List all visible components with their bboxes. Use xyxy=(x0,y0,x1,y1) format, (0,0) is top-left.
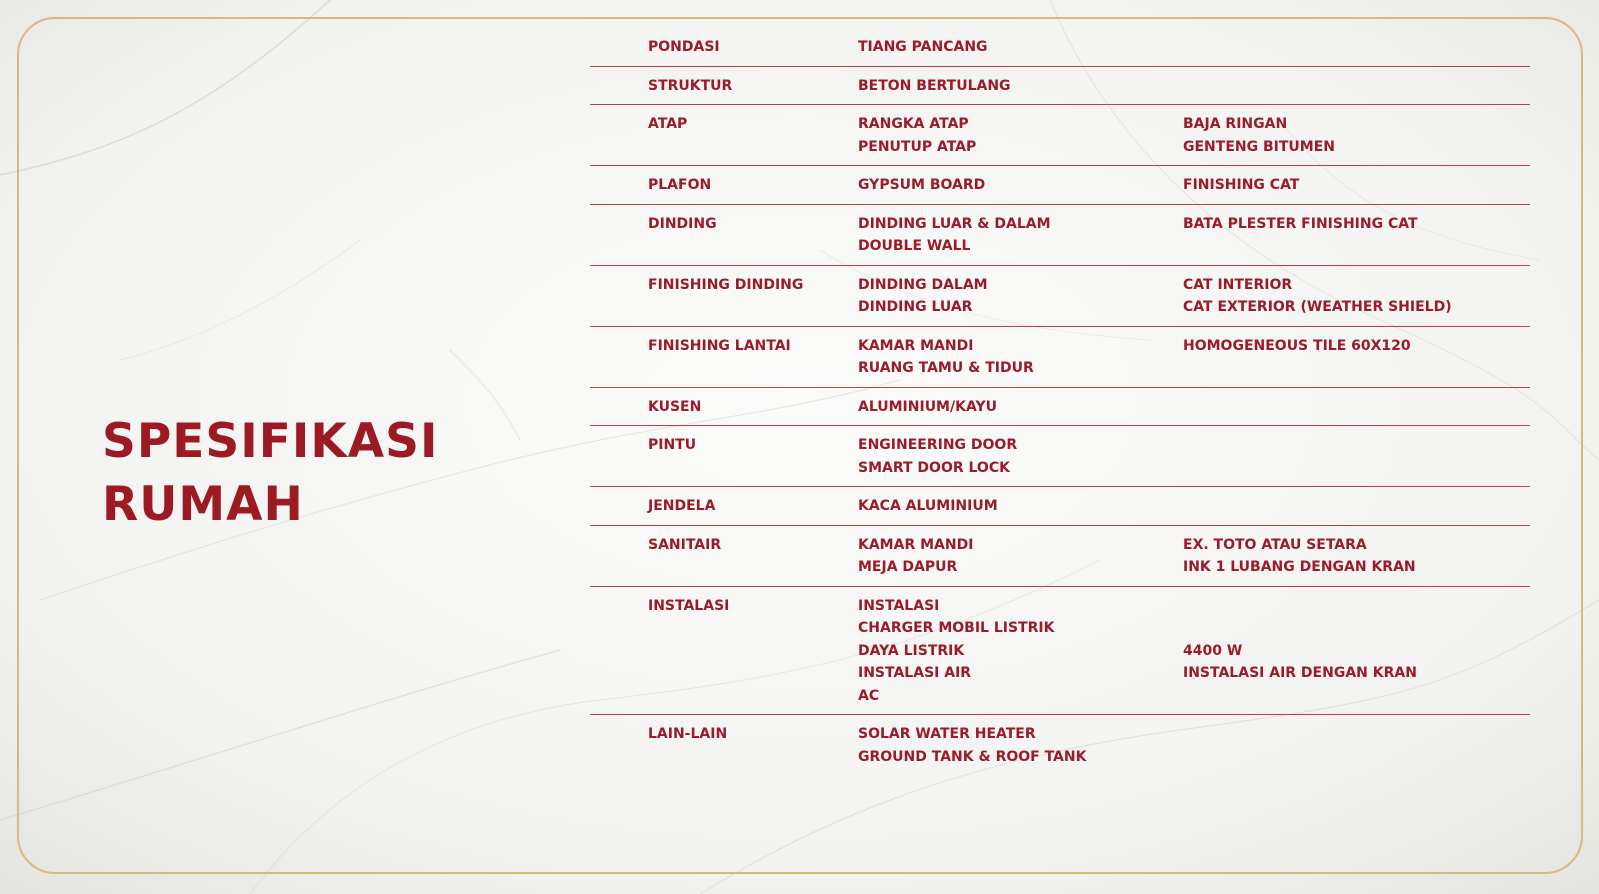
spec-category: PLAFON xyxy=(648,177,712,193)
spec-category-cell xyxy=(590,213,858,258)
spec-items-cell xyxy=(858,174,1183,197)
spec-category-cell xyxy=(590,113,858,158)
title-line-2: RUMAH xyxy=(102,477,304,532)
spec-row xyxy=(590,205,1530,266)
spec-item: ENGINEERING DOOR xyxy=(858,437,1018,453)
spec-values-cell xyxy=(1183,113,1530,158)
spec-category-cell xyxy=(590,274,858,319)
spec-values-cell xyxy=(1183,723,1530,768)
spec-value: HOMOGENEOUS TILE 60X120 xyxy=(1183,337,1411,354)
spec-category-cell xyxy=(590,174,858,197)
spec-values-cell xyxy=(1183,213,1530,258)
spec-value: BATA PLESTER FINISHING CAT xyxy=(1183,215,1418,232)
spec-value: CAT INTERIOR xyxy=(1183,276,1293,293)
spec-item: INSTALASI xyxy=(858,597,940,614)
spec-item: INSTALASI AIR xyxy=(858,665,972,681)
spec-item: DAYA LISTRIK xyxy=(858,642,965,659)
spec-item: KAMAR MANDI xyxy=(858,536,974,553)
spec-category: LAIN-LAIN xyxy=(648,726,728,742)
spec-values-cell xyxy=(1183,534,1530,579)
spec-item: SOLAR WATER HEATER xyxy=(858,726,1036,742)
spec-category-cell xyxy=(590,75,858,98)
spec-row xyxy=(590,327,1530,388)
spec-values-cell xyxy=(1183,595,1530,708)
spec-row xyxy=(590,105,1530,166)
spec-item: CHARGER MOBIL LISTRIK xyxy=(858,620,1055,636)
spec-item: TIANG PANCANG xyxy=(858,39,988,55)
spec-items-cell xyxy=(858,36,1183,59)
spec-value: FINISHING CAT xyxy=(1183,177,1300,193)
spec-item: KAMAR MANDI xyxy=(858,337,974,354)
spec-category: PINTU xyxy=(648,437,697,453)
spec-category: JENDELA xyxy=(648,498,716,514)
spec-values-cell xyxy=(1183,75,1530,98)
spec-value: EX. TOTO ATAU SETARA xyxy=(1183,536,1367,553)
spec-category-cell xyxy=(590,534,858,579)
spec-item: SMART DOOR LOCK xyxy=(858,459,1010,476)
spec-row xyxy=(590,28,1530,67)
spec-values-cell xyxy=(1183,335,1530,380)
spec-items-cell xyxy=(858,396,1183,419)
spec-item: MEJA DAPUR xyxy=(858,559,958,575)
spec-category-cell xyxy=(590,335,858,380)
spec-category: DINDING xyxy=(648,215,717,232)
spec-items-cell xyxy=(858,213,1183,258)
spec-row xyxy=(590,526,1530,587)
spec-category: FINISHING DINDING xyxy=(648,276,804,293)
spec-row xyxy=(590,426,1530,487)
spec-item: DINDING DALAM xyxy=(858,276,988,293)
spec-value: 4400 W xyxy=(1183,642,1243,659)
spec-row xyxy=(590,166,1530,205)
spec-values-cell xyxy=(1183,274,1530,319)
spec-row xyxy=(590,715,1530,775)
spec-category: STRUKTUR xyxy=(648,77,733,94)
spec-item: KACA ALUMINIUM xyxy=(858,498,998,514)
spec-item: ALUMINIUM/KAYU xyxy=(858,398,997,415)
spec-values-cell xyxy=(1183,495,1530,518)
spec-category: INSTALASI xyxy=(648,597,730,614)
spec-category-cell xyxy=(590,495,858,518)
spec-value: INK 1 LUBANG DENGAN KRAN xyxy=(1183,559,1416,575)
spec-item: DINDING LUAR & DALAM xyxy=(858,215,1051,232)
spec-value: GENTENG BITUMEN xyxy=(1183,138,1335,155)
spec-row xyxy=(590,487,1530,526)
spec-items-cell xyxy=(858,434,1183,479)
spec-item: AC xyxy=(858,687,880,704)
spec-item: DINDING LUAR xyxy=(858,299,973,315)
spec-category: KUSEN xyxy=(648,398,702,415)
spec-values-cell xyxy=(1183,434,1530,479)
spec-item: DOUBLE WALL xyxy=(858,238,971,254)
spec-category: PONDASI xyxy=(648,39,720,55)
spec-items-cell xyxy=(858,595,1183,708)
spec-category-cell xyxy=(590,36,858,59)
spec-items-cell xyxy=(858,274,1183,319)
spec-values-cell xyxy=(1183,396,1530,419)
spec-items-cell xyxy=(858,723,1183,768)
spec-category-cell xyxy=(590,396,858,419)
spec-table xyxy=(590,28,1530,775)
title-line-1: SPESIFIKASI xyxy=(102,414,439,469)
spec-row xyxy=(590,587,1530,716)
spec-item: RUANG TAMU & TIDUR xyxy=(858,360,1034,376)
page-title xyxy=(102,410,438,536)
spec-item: BETON BERTULANG xyxy=(858,77,1011,94)
spec-value xyxy=(1183,595,1530,618)
spec-values-cell xyxy=(1183,174,1530,197)
spec-category-cell xyxy=(590,434,858,479)
spec-items-cell xyxy=(858,113,1183,158)
spec-row xyxy=(590,266,1530,327)
spec-items-cell xyxy=(858,534,1183,579)
spec-value: CAT EXTERIOR (WEATHER SHIELD) xyxy=(1183,299,1452,315)
spec-values-cell xyxy=(1183,36,1530,59)
spec-items-cell xyxy=(858,335,1183,380)
spec-items-cell xyxy=(858,75,1183,98)
spec-item: GYPSUM BOARD xyxy=(858,177,986,193)
spec-category-cell xyxy=(590,723,858,768)
spec-value: INSTALASI AIR DENGAN KRAN xyxy=(1183,665,1417,681)
spec-item: GROUND TANK & ROOF TANK xyxy=(858,748,1087,765)
spec-item: PENUTUP ATAP xyxy=(858,138,977,155)
spec-category-cell xyxy=(590,595,858,708)
spec-row xyxy=(590,67,1530,106)
spec-category: ATAP xyxy=(648,116,688,132)
spec-value: BAJA RINGAN xyxy=(1183,116,1288,132)
spec-item: RANGKA ATAP xyxy=(858,116,969,132)
spec-row xyxy=(590,388,1530,427)
spec-category: FINISHING LANTAI xyxy=(648,337,791,354)
spec-category: SANITAIR xyxy=(648,536,722,553)
spec-items-cell xyxy=(858,495,1183,518)
spec-value xyxy=(1183,617,1530,640)
